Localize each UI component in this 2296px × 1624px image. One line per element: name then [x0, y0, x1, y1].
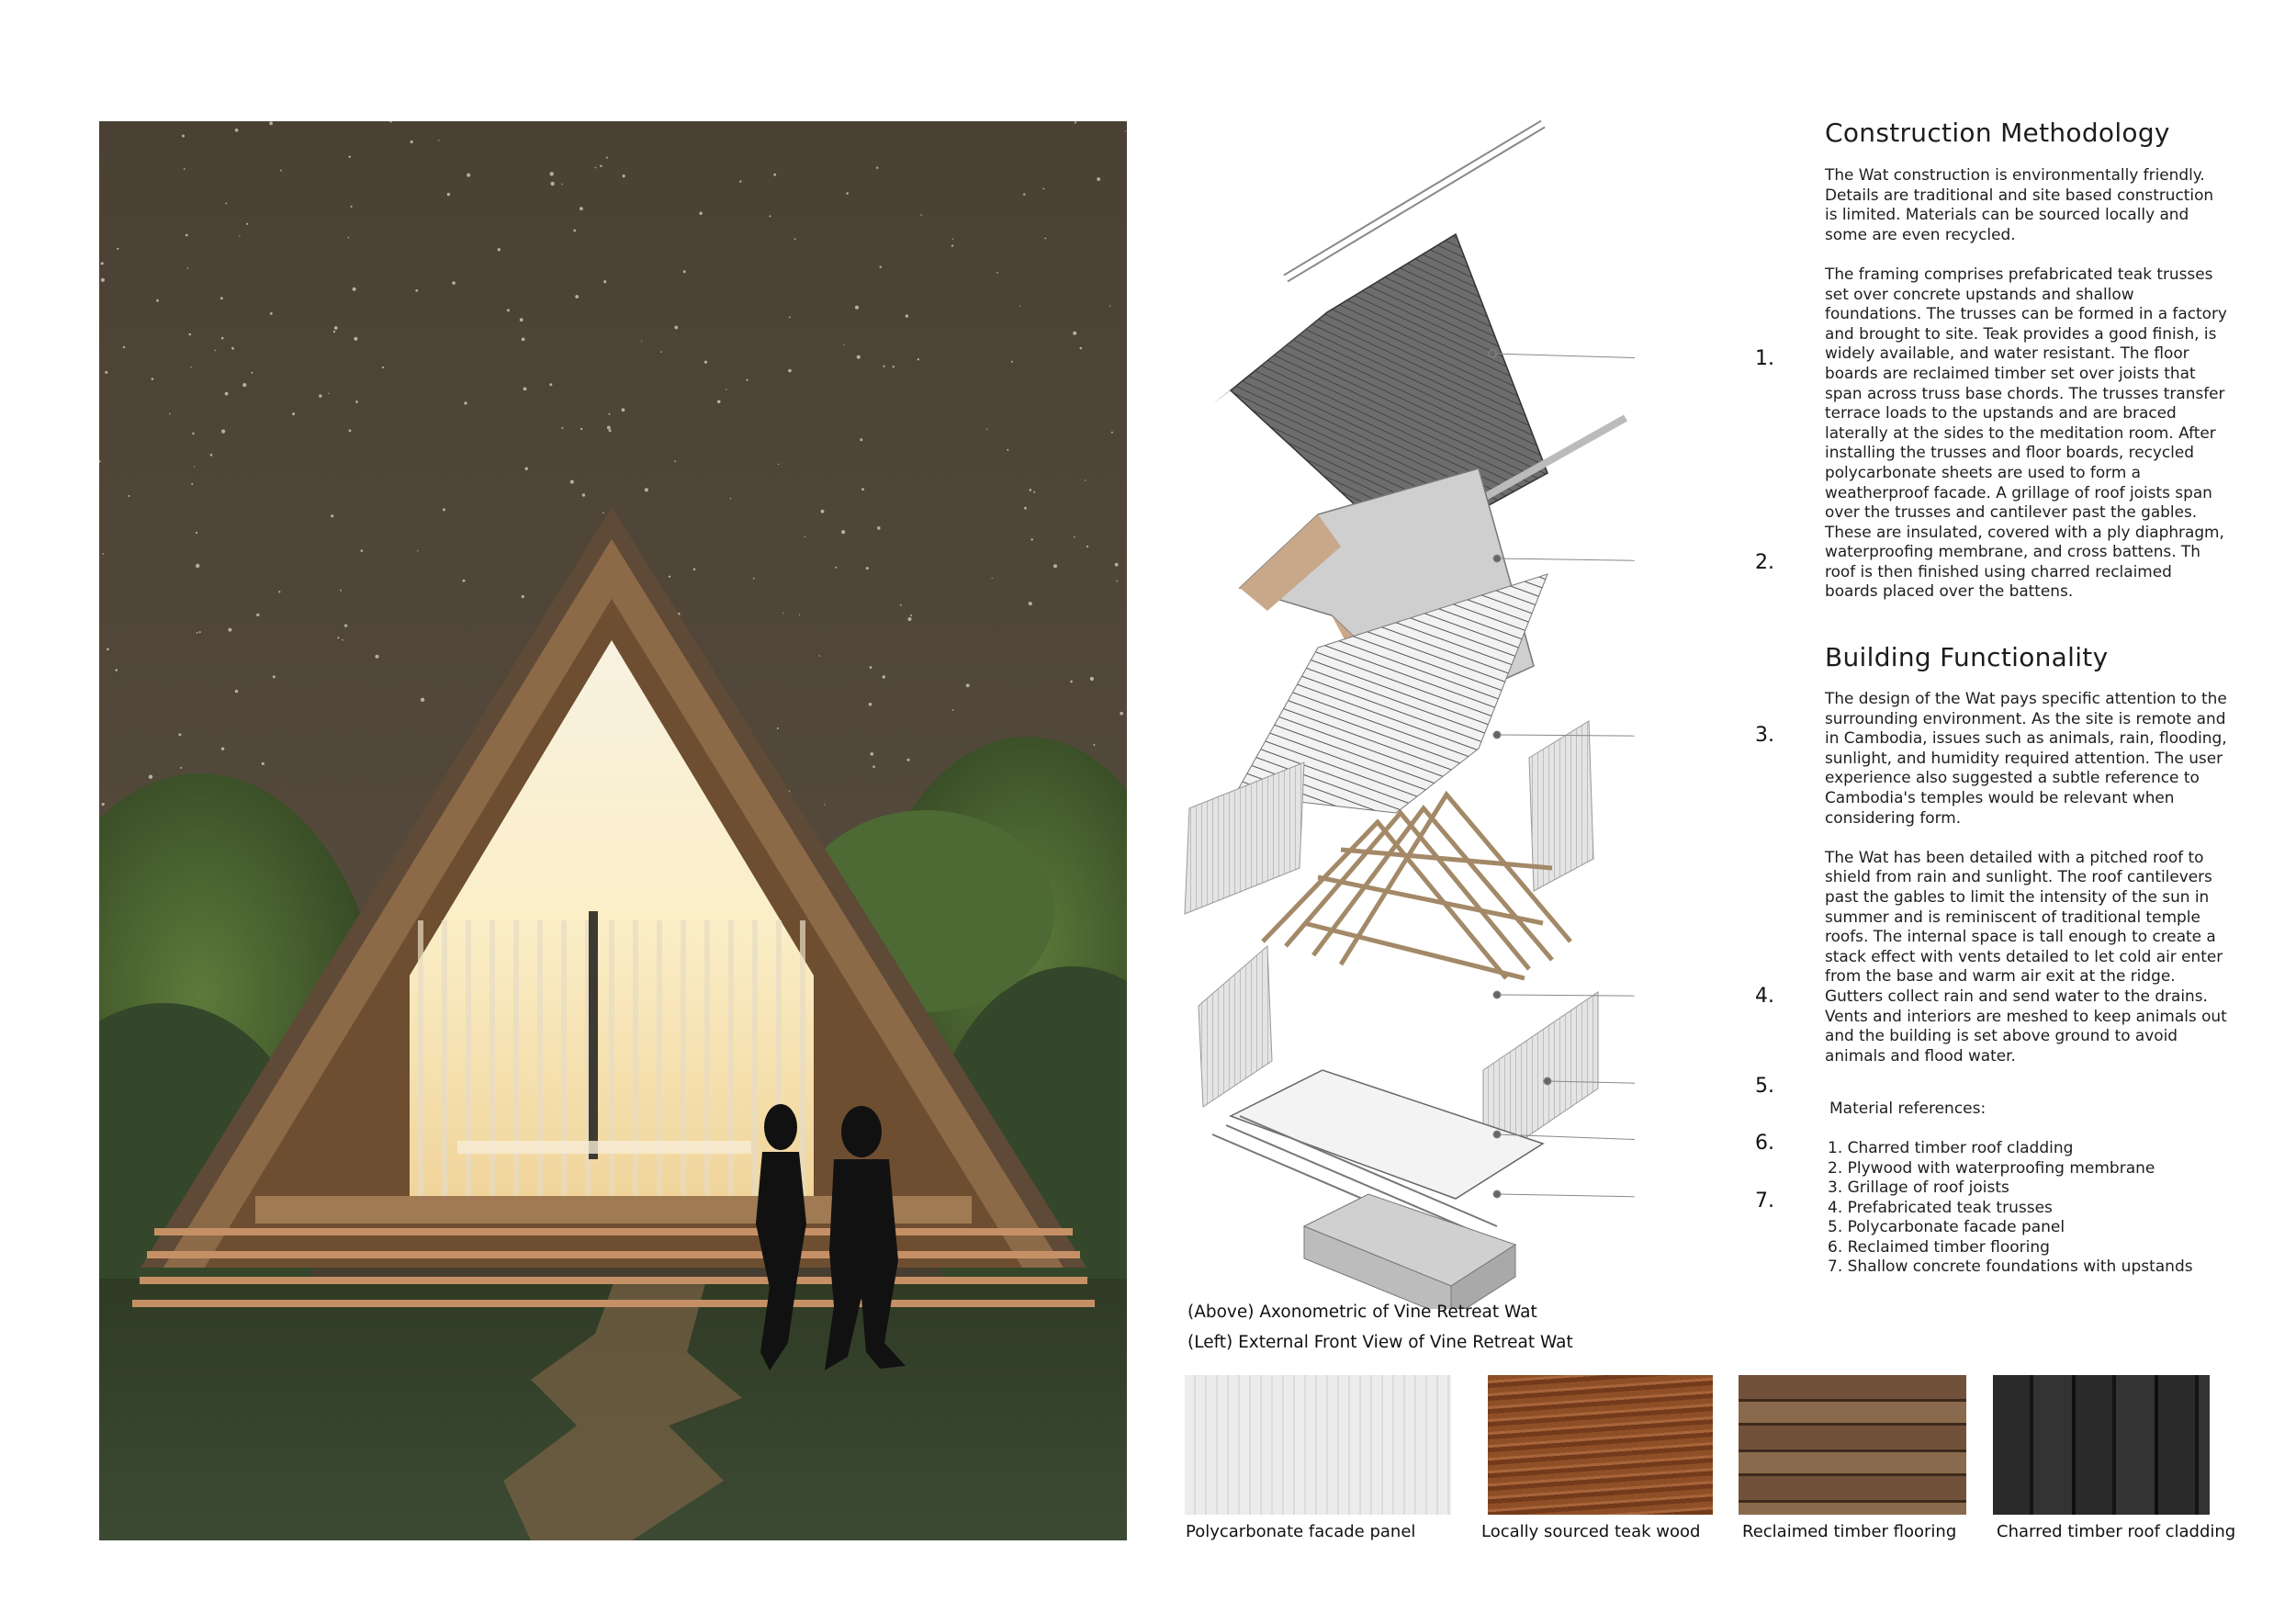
callout-5: 5. — [1755, 1075, 1774, 1098]
construction-paragraph: The Wat construction is environmentally friendly. Details are traditional and site based construction is limited. Materials can be sourced locally and some are even recycled. — [1825, 165, 2214, 243]
teak-truss-frame — [1263, 795, 1570, 978]
callout-3: 3. — [1755, 724, 1774, 747]
material-item: 7. Shallow concrete foundations with upstands — [1828, 1257, 2193, 1276]
callout-6: 6. — [1755, 1132, 1774, 1155]
functionality-paragraph: The design of the Wat pays specific attention to the surrounding environment. As the site is remote and in Cambodia, issues such as animals, rain, flooding, sunlight, and humidity required attention. The user experience also suggested a subtle reference to Cambodia's temples would be relevant when considering form. — [1825, 689, 2227, 827]
functionality-body — [1825, 689, 2227, 1086]
exterior-render-image — [99, 121, 1127, 1540]
construction-body — [1825, 165, 2227, 622]
material-item: 1. Charred timber roof cladding — [1828, 1139, 2074, 1157]
functionality-title: Building Functionality — [1825, 642, 2109, 672]
construction-title: Construction Methodology — [1825, 118, 2170, 148]
swatch-teak — [1488, 1375, 1713, 1515]
callout-7: 7. — [1755, 1190, 1774, 1212]
callout-2: 2. — [1755, 551, 1774, 574]
swatch-reclaimed-timber — [1739, 1375, 1966, 1515]
polycarbonate-panel-left — [1199, 946, 1272, 1107]
swatch-label-reclaimed-timber: Reclaimed timber flooring — [1742, 1522, 1957, 1541]
material-references-list — [1828, 1139, 2193, 1278]
material-item: 4. Prefabricated teak trusses — [1828, 1198, 2053, 1217]
callout-1: 1. — [1755, 347, 1774, 370]
callout-4: 4. — [1755, 985, 1774, 1008]
material-item: 5. Polycarbonate facade panel — [1828, 1218, 2065, 1236]
axonometric-diagram — [1157, 115, 1635, 1309]
material-item: 3. Grillage of roof joists — [1828, 1179, 2009, 1197]
construction-paragraph: The framing comprises prefabricated teak trusses set over concrete upstands and shallow foundations. The trusses can be formed in a factory and brought to site. Teak provides a good finish, is widely available, and water resistant. The floor boards are reclaimed timber set over joists that span across truss base chords. The trusses transfer terrace loads to the upstands and are braced laterally at the sides to the meditation room. After installing the trusses and floor boards, recycled polycarbonate sheets are used to form a weatherproof facade. A grillage of roof joists span over the trusses and cantilever past the gables. These are insulated, covered with a ply diaphragm, waterproofing membrane, and cross battens. Th roof is then finished using charred reclaimed boards placed over the battens. — [1825, 264, 2227, 601]
swatch-label-charred-timber: Charred timber roof cladding — [1997, 1522, 2236, 1541]
swatch-label-teak: Locally sourced teak wood — [1481, 1522, 1701, 1541]
material-item: 6. Reclaimed timber flooring — [1828, 1237, 2050, 1257]
swatch-charred-timber — [1993, 1375, 2210, 1515]
material-item: 2. Plywood with waterproofing membrane — [1828, 1158, 2155, 1178]
functionality-paragraph: The Wat has been detailed with a pitched roof to shield from rain and sunlight. The roof cantilevers past the gables to limit the intensity of the sun in summer and is reminiscent of traditional temple roofs. The internal space is tall enough to create a stack effect with vents detailed to let cold air enter from the base and warm air exit at the ridge. Gutters collect rain and send water to the drains. Vents and interiors are meshed to keep animals out and the building is set above ground to avoid animals and flood water. — [1825, 847, 2227, 1065]
swatch-label-polycarbonate: Polycarbonate facade panel — [1186, 1522, 1416, 1541]
material-references-heading: Material references: — [1829, 1100, 1986, 1118]
caption-front-view: (Left) External Front View of Vine Retreat Wat — [1187, 1333, 1573, 1352]
swatch-polycarbonate — [1185, 1375, 1451, 1515]
caption-axonometric: (Above) Axonometric of Vine Retreat Wat — [1187, 1303, 1537, 1322]
